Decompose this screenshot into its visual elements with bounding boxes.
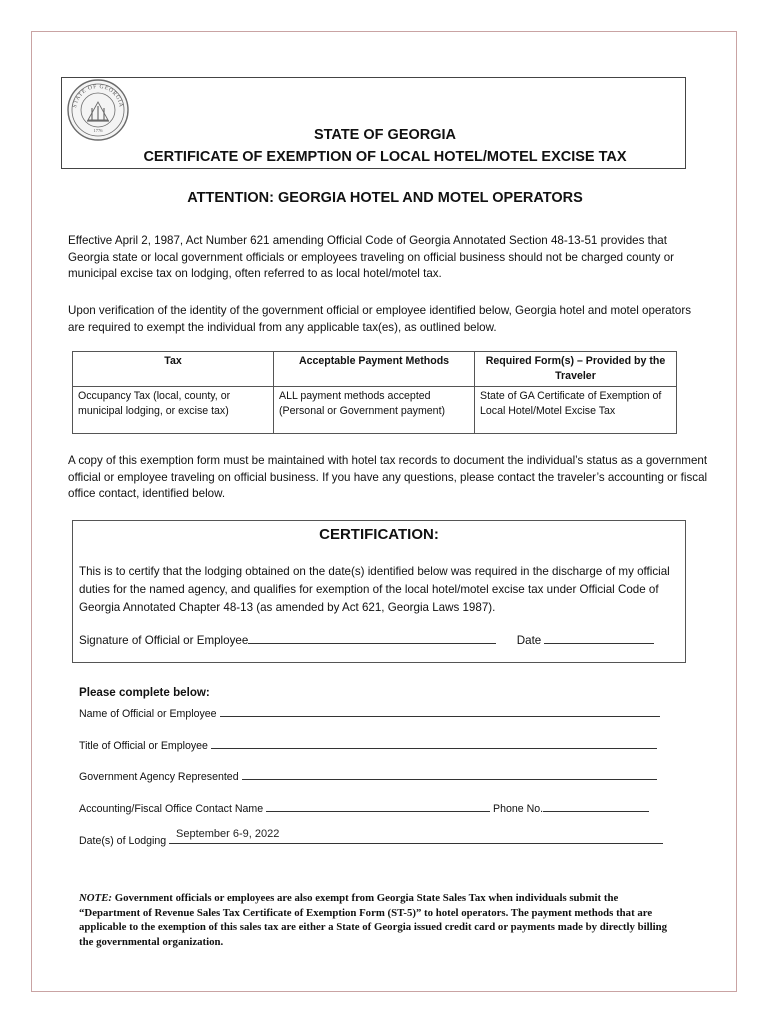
seal-ring-text: STATE OF GEORGIA [72,83,124,109]
attention-heading: ATTENTION: GEORGIA HOTEL AND MOTEL OPERATORS [187,190,583,206]
table-cell: ALL payment methods accepted (Personal or Government payment) [274,387,475,434]
title-field[interactable] [211,737,657,749]
lodging-row [79,832,671,847]
agency-field[interactable] [242,768,657,780]
intro-paragraph: Effective April 2, 1987, Act Number 621 amending Official Code of Georgia Annotated Section 48-13-51 provides that Georgia state or local government officials or employees traveling on official business should not be charged county or municipal excise tax on lodging, often referred to as local hotel/motel tax. [68,234,675,280]
signature-row [79,632,679,647]
agency-label: Government Agency Represented [79,771,239,783]
date-field[interactable] [544,632,654,644]
contact-row [79,800,671,815]
table-header-row [73,352,677,387]
table-cell: State of GA Certificate of Exemption of Local Hotel/Motel Excise Tax [475,387,677,434]
table-row [73,387,677,434]
note-prefix: NOTE: [79,892,112,904]
tax-table [72,351,677,434]
contact-field[interactable] [266,800,490,812]
copy-notice-paragraph: A copy of this exemption form must be maintained with hotel tax records to document the individual’s status as a government official or employee traveling on official business. If you have any questions, please contact the traveler’s accounting or fiscal office contact, identified below. [68,454,708,500]
table-cell: Occupancy Tax (local, county, or municipal lodging, or excise tax) [73,387,274,434]
title-label: Title of Official or Employee [79,740,208,752]
title-row [79,737,671,752]
note-paragraph [79,891,679,949]
phone-label: Phone No. [493,803,544,815]
seal-year: 1776 [93,128,103,133]
state-title: STATE OF GEORGIA [313,127,457,143]
name-row [79,705,671,720]
form-title: CERTIFICATE OF EXEMPTION OF LOCAL HOTEL/MOTEL EXCISE TAX [143,149,627,165]
table-header-cell: Required Form(s) – Provided by the Traveler [475,352,677,387]
verification-paragraph: Upon verification of the identity of the government official or employee identified below, Georgia hotel and motel operators are required to exempt the individual from any applicable tax(es), as outlined below. [68,304,691,334]
lodging-value[interactable]: September 6-9, 2022 [176,828,280,840]
contact-label: Accounting/Fiscal Office Contact Name [79,803,264,815]
table-header-cell: Acceptable Payment Methods [274,352,475,387]
certification-text: This is to certify that the lodging obtained on the date(s) identified below was required in the discharge of my official duties for the named agency, and qualifies for exemption of the local hotel/motel excise tax under Official Code of Georgia Annotated Chapter 48-13 (as amended by Act 621, Georgia Laws 1987). [79,565,670,614]
agency-row [79,768,671,783]
phone-field[interactable] [543,800,649,812]
lodging-label: Date(s) of Lodging [79,835,167,847]
signature-field[interactable] [248,632,496,644]
signature-label: Signature of Official or Employee [79,634,249,647]
note-text: Government officials or employees are also exempt from Georgia State Sales Tax when individuals submit the “Department of Revenue Sales Tax Certificate of Exemption Form (ST-5)” to hotel operators. The payment methods that are applicable to the exemption of this sales tax are either a State of Georgia issued credit card or payments made by directly billing the governmental organization. [79,892,667,948]
table-header-cell: Tax [73,352,274,387]
name-field[interactable] [220,705,660,717]
date-label: Date [516,634,542,647]
certification-title: CERTIFICATION: [319,526,439,543]
name-label: Name of Official or Employee [79,708,217,720]
page-border [31,31,737,992]
complete-below-heading: Please complete below: [79,686,210,699]
